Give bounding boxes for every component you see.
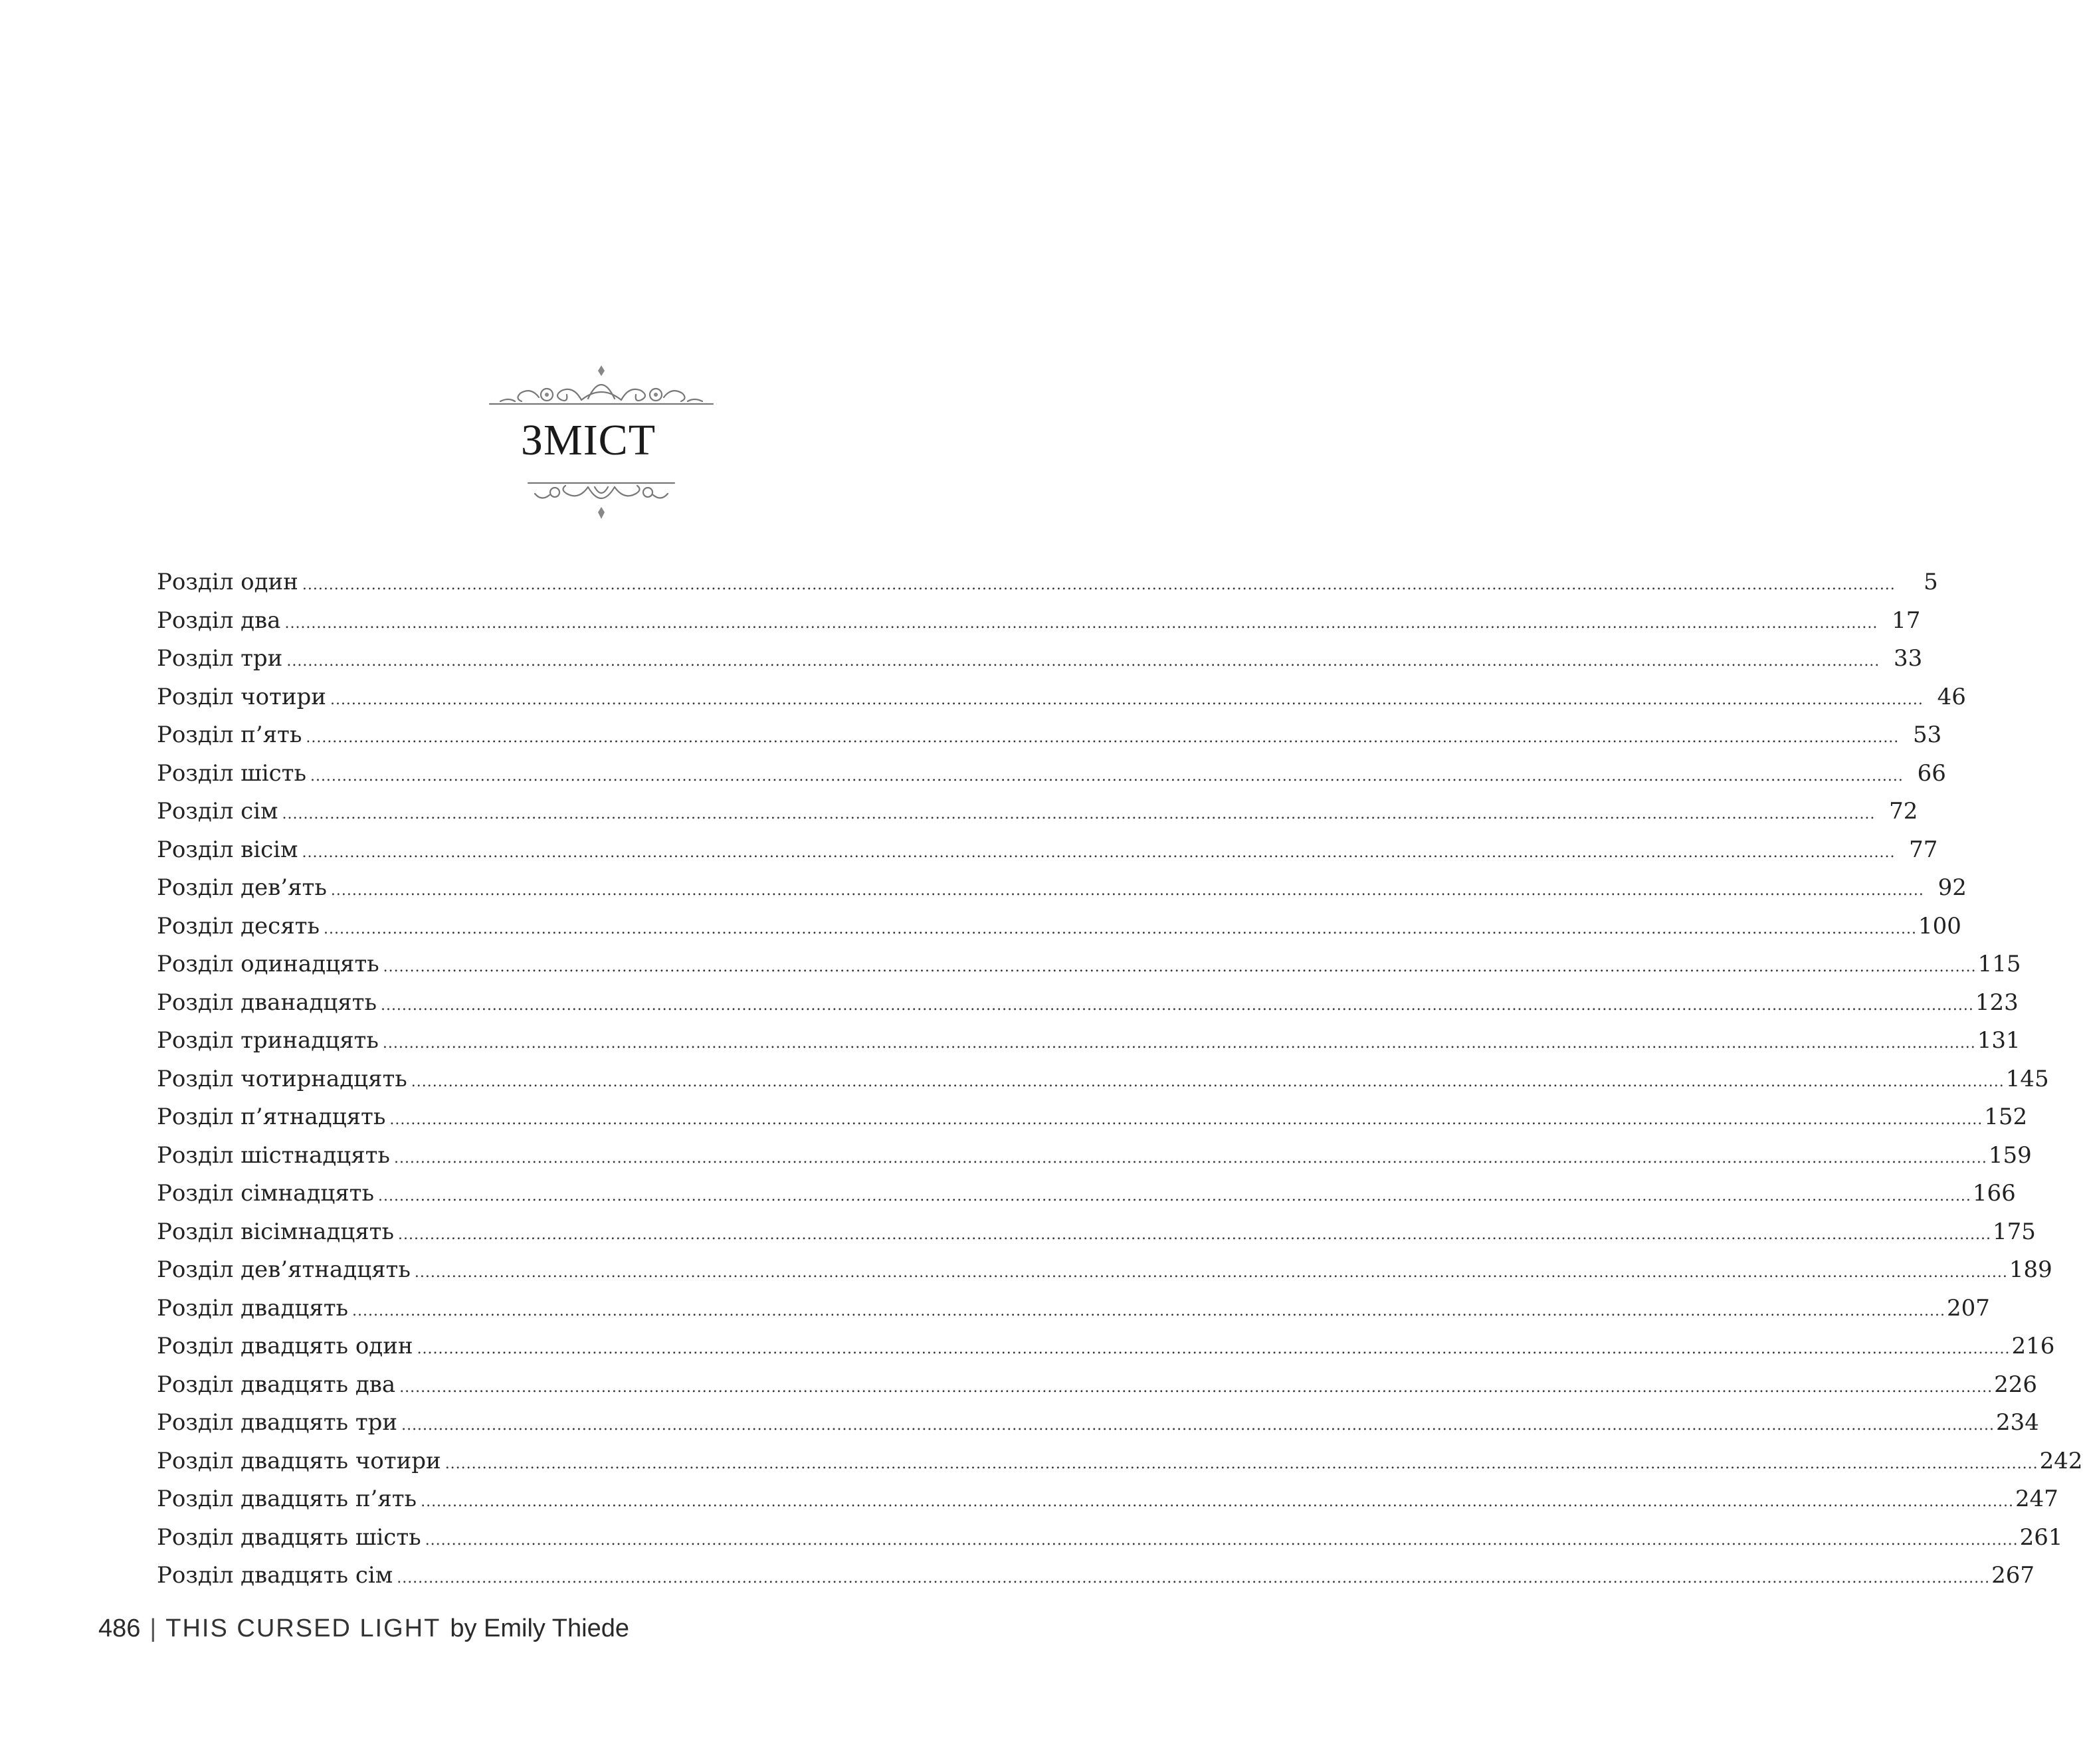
- toc-entry: [157, 1327, 2055, 1366]
- toc-entry-page: 145: [2005, 1065, 2049, 1092]
- toc-entry-label: Розділ двадцять три: [157, 1409, 398, 1436]
- toc-entry-label: Розділ двадцять два: [157, 1371, 396, 1398]
- toc-entry-page: 234: [1996, 1409, 2039, 1436]
- toc-entry-label: Розділ два: [157, 607, 281, 634]
- toc-dot-leader: ............................................................................................................................................................................................................................................................................................................: [421, 1494, 2015, 1510]
- toc-dot-leader: ............................................................................................................................................................................................................................................................................................................: [411, 1073, 2005, 1090]
- toc-dot-leader: ............................................................................................................................................................................................................................................................................................................: [397, 1226, 1991, 1243]
- page-title: ЗМІСТ: [520, 416, 656, 464]
- toc-entry-page: 152: [1984, 1104, 2028, 1130]
- toc-entry: [157, 640, 1923, 678]
- toc-entry-label: Розділ двадцять п’ять: [157, 1486, 417, 1512]
- toc-dot-leader: ............................................................................................................................................................................................................................................................................................................: [306, 730, 1900, 746]
- toc-dot-leader: ............................................................................................................................................................................................................................................................................................................: [286, 653, 1880, 670]
- toc-entry-page: 261: [2019, 1523, 2063, 1551]
- toc-entry-label: Розділ двадцять один: [157, 1333, 413, 1359]
- footer-page-number: 486: [98, 1615, 141, 1642]
- toc-entry-page: 166: [1972, 1180, 2016, 1207]
- toc-dot-leader: ............................................................................................................................................................................................................................................................................................................: [414, 1264, 2008, 1281]
- toc-entry-label: Розділ шістнадцять: [157, 1141, 390, 1169]
- toc-dot-leader: ............................................................................................................................................................................................................................................................................................................: [330, 882, 1924, 899]
- toc-entry: [157, 908, 1961, 946]
- toc-entry-page: 123: [1975, 989, 2019, 1016]
- toc-entry: [157, 1404, 2039, 1442]
- toc-dot-leader: ............................................................................................................................................................................................................................................................................................................: [393, 1149, 1987, 1167]
- toc-dot-leader: ............................................................................................................................................................................................................................................................................................................: [284, 615, 1878, 632]
- toc-entry: [157, 1290, 1990, 1328]
- toc-dot-leader: ............................................................................................................................................................................................................................................................................................................: [323, 920, 1917, 937]
- toc-entry: [157, 602, 1921, 640]
- toc-entry: [157, 716, 1942, 755]
- toc-entry-label: Розділ шість: [157, 759, 306, 787]
- toc-entry-page: 216: [2011, 1333, 2055, 1359]
- toc-entry-label: Розділ двадцять шість: [157, 1523, 421, 1551]
- toc-entry: [157, 1557, 2035, 1595]
- toc-entry: [157, 831, 1938, 870]
- toc-entry-label: Розділ сімнадцять: [157, 1180, 374, 1207]
- toc-entry-label: Розділ двадцять сім: [157, 1562, 393, 1589]
- toc-entry-page: 33: [1894, 645, 1923, 672]
- toc-entry-page: 207: [1946, 1294, 1990, 1322]
- toc-entry-page: 53: [1913, 722, 1942, 748]
- toc-entry-label: Розділ чотирнадцять: [157, 1065, 407, 1092]
- toc-entry: [157, 1519, 2063, 1557]
- toc-entry-label: Розділ дванадцять: [157, 989, 377, 1016]
- toc-dot-leader: ............................................................................................................................................................................................................................................................................................................: [302, 577, 1896, 593]
- footer-separator: |: [149, 1615, 157, 1642]
- toc-entry: [157, 945, 2021, 984]
- toc-dot-leader: ............................................................................................................................................................................................................................................................................................................: [397, 1570, 1991, 1587]
- toc-entry-label: Розділ тринадцять: [157, 1027, 379, 1054]
- toc-entry-page: 46: [1937, 683, 1966, 710]
- toc-entry-page: 77: [1909, 836, 1938, 863]
- toc-dot-leader: ............................................................................................................................................................................................................................................................................................................: [401, 1417, 1995, 1434]
- top-ornament-icon: [488, 352, 714, 412]
- toc-entry-page: 242: [2039, 1447, 2083, 1474]
- toc-entry: [157, 793, 1918, 831]
- toc-entry-page: 5: [1924, 569, 1938, 595]
- toc-dot-leader: ............................................................................................................................................................................................................................................................................................................: [383, 959, 1977, 975]
- toc-dot-leader: ............................................................................................................................................................................................................................................................................................................: [352, 1302, 1945, 1320]
- toc-entry-page: 17: [1892, 607, 1921, 634]
- toc-entry-page: 131: [1977, 1027, 2021, 1054]
- toc-entry-label: Розділ чотири: [157, 683, 326, 710]
- footer-author: by Emily Thiede: [450, 1615, 629, 1642]
- toc-dot-leader: ............................................................................................................................................................................................................................................................................................................: [389, 1112, 1983, 1128]
- toc-dot-leader: ............................................................................................................................................................................................................................................................................................................: [282, 806, 1876, 823]
- toc-entry-page: 92: [1937, 874, 1967, 901]
- bottom-ornament-icon: [488, 475, 714, 535]
- toc-entry: [157, 1098, 2028, 1137]
- toc-entry-label: Розділ три: [157, 645, 283, 672]
- toc-entry-label: Розділ десять: [157, 912, 320, 939]
- toc-entry: [157, 984, 2019, 1023]
- toc-entry: [157, 1366, 2038, 1405]
- toc-entry-label: Розділ дев’ятнадцять: [157, 1256, 411, 1283]
- toc-entry-page: 189: [2009, 1256, 2052, 1283]
- toc-entry-label: Розділ один: [157, 569, 298, 595]
- toc-entry: [157, 678, 1966, 717]
- toc-entry-page: 267: [1991, 1562, 2035, 1589]
- toc-entry-label: Розділ п’ять: [157, 722, 302, 748]
- toc-dot-leader: ............................................................................................................................................................................................................................................................................................................: [310, 767, 1904, 785]
- footer-series-title: THIS CURSED LIGHT: [165, 1615, 441, 1642]
- toc-entry: [157, 1251, 2052, 1290]
- toc-entry-page: 115: [1977, 951, 2021, 977]
- toc-dot-leader: ............................................................................................................................................................................................................................................................................................................: [302, 844, 1896, 861]
- toc-entry-page: 226: [1994, 1371, 2038, 1398]
- toc-entry-page: 247: [2015, 1486, 2058, 1512]
- toc-dot-leader: ............................................................................................................................................................................................................................................................................................................: [377, 1188, 1971, 1205]
- toc-entry-page: 100: [1918, 912, 1961, 939]
- table-of-contents: [157, 563, 2083, 1595]
- toc-entry: [157, 1442, 2083, 1481]
- toc-entry-label: Розділ сім: [157, 798, 278, 825]
- toc-dot-leader: ............................................................................................................................................................................................................................................................................................................: [399, 1379, 1993, 1396]
- toc-dot-leader: ............................................................................................................................................................................................................................................................................................................: [382, 1035, 1976, 1052]
- toc-dot-leader: ............................................................................................................................................................................................................................................................................................................: [380, 997, 1974, 1014]
- toc-entry: [157, 1175, 2016, 1213]
- toc-entry-label: Розділ п’ятнадцять: [157, 1104, 386, 1130]
- toc-entry: [157, 1137, 2032, 1175]
- toc-entry: [157, 563, 1938, 602]
- toc-entry: [157, 1022, 2021, 1060]
- toc-entry: [157, 755, 1946, 793]
- toc-entry: [157, 1213, 2036, 1252]
- running-footer: [98, 1615, 629, 1643]
- toc-entry-label: Розділ вісімнадцять: [157, 1218, 394, 1245]
- toc-entry: [157, 869, 1967, 908]
- toc-entry: [157, 1060, 2049, 1099]
- toc-entry-label: Розділ вісім: [157, 836, 298, 863]
- toc-entry-label: Розділ двадцять чотири: [157, 1447, 441, 1474]
- toc-entry-label: Розділ одинадцять: [157, 951, 379, 977]
- toc-dot-leader: ............................................................................................................................................................................................................................................................................................................: [445, 1455, 2038, 1472]
- toc-dot-leader: ............................................................................................................................................................................................................................................................................................................: [425, 1531, 2019, 1549]
- toc-entry-label: Розділ двадцять: [157, 1294, 349, 1322]
- toc-entry-page: 159: [1988, 1141, 2032, 1169]
- toc-entry-page: 66: [1917, 759, 1946, 787]
- toc-entry-page: 175: [1992, 1218, 2036, 1245]
- toc-entry: [157, 1480, 2058, 1519]
- toc-dot-leader: ............................................................................................................................................................................................................................................................................................................: [330, 691, 1924, 708]
- toc-dot-leader: ............................................................................................................................................................................................................................................................................................................: [417, 1341, 2011, 1357]
- toc-entry-label: Розділ дев’ять: [157, 874, 327, 901]
- toc-entry-page: 72: [1889, 798, 1918, 825]
